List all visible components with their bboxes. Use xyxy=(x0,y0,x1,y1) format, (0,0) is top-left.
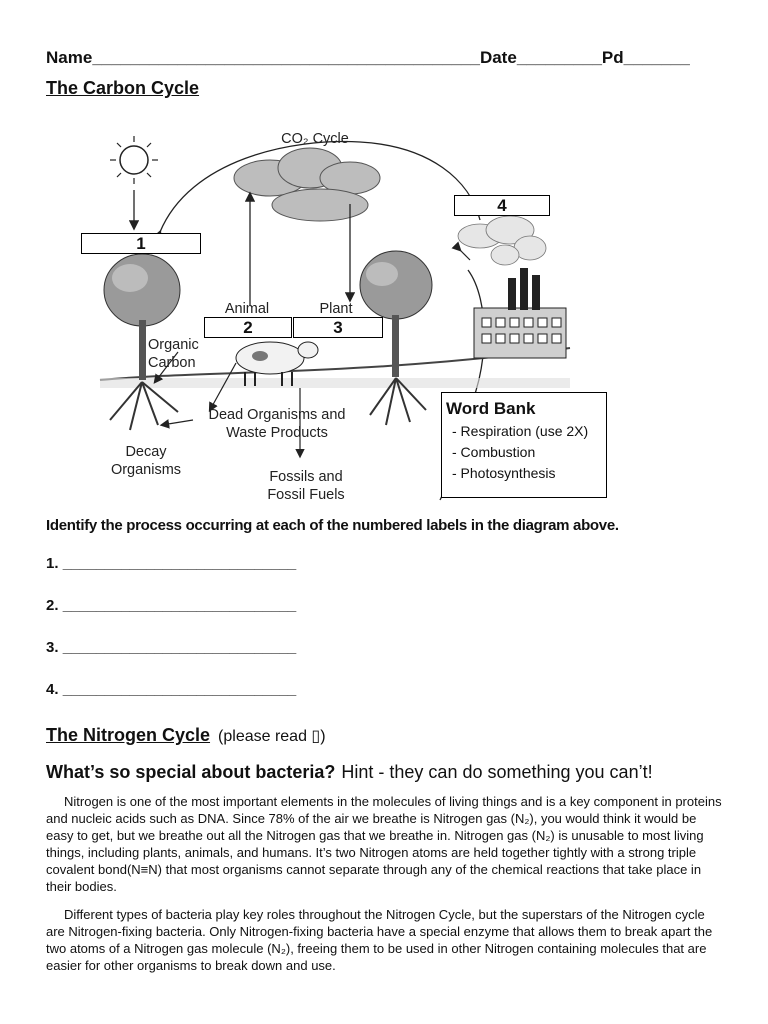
word-bank-item: - Combustion xyxy=(452,444,536,460)
header-line xyxy=(46,48,690,68)
carbon-cycle-title: The Carbon Cycle xyxy=(46,78,200,98)
nitrogen-paragraph-2: Different types of bacteria play key roles throughout the Nitrogen Cycle, but the superstars of the Nitrogen cycle are Nitrogen-fixing bacteria. Only Nitrogen-fixing bacteria have a special enzyme that allows them to break apart the two atoms of a Nitrogen gas molecule (N₂), freeing them to be used in other Nitrogen containing molecules that are easier for other organisms to break down and use. xyxy=(46,907,713,973)
answer-number: 4. xyxy=(46,681,59,698)
answer-line-3[interactable] xyxy=(46,639,296,656)
animal-label: Animal xyxy=(224,301,270,317)
right-tree-icon xyxy=(360,251,432,425)
organic-carbon-label: Organic Carbon xyxy=(148,337,199,371)
question-text: What’s so special about bacteria? xyxy=(46,762,336,782)
decay-organisms-label: Decay Organisms xyxy=(110,444,182,478)
instruction-text: Identify the process occurring at each of the numbered labels in the diagram above. xyxy=(46,517,619,534)
label-box-4[interactable]: 4 xyxy=(454,195,550,216)
answer-number: 2. xyxy=(46,597,59,614)
bacteria-question xyxy=(46,762,653,783)
pd-blank[interactable]: _______ xyxy=(623,48,690,67)
answer-line-4[interactable] xyxy=(46,681,296,698)
answer-line-2[interactable] xyxy=(46,597,296,614)
decay-arrow xyxy=(162,420,193,425)
date-blank[interactable]: _________ xyxy=(516,48,602,67)
name-label: Name xyxy=(46,48,93,67)
answer-number: 1. xyxy=(46,555,59,572)
label-box-3[interactable]: 3 xyxy=(293,317,383,338)
date-label: Date xyxy=(479,48,517,67)
sun-icon xyxy=(110,136,158,184)
factory-arrow xyxy=(460,250,470,260)
factory-icon xyxy=(474,268,566,358)
word-bank-item: - Respiration (use 2X) xyxy=(452,423,589,439)
smoke-icon xyxy=(458,216,546,265)
label-box-2[interactable]: 2 xyxy=(204,317,292,338)
answer-blank[interactable]: ____________________________ xyxy=(62,597,297,614)
pd-label: Pd xyxy=(601,48,624,67)
word-bank-item: - Photosynthesis xyxy=(452,465,556,481)
answer-blank[interactable]: ____________________________ xyxy=(62,639,297,656)
co2-cycle-label: CO₂ Cycle xyxy=(281,131,349,147)
nitrogen-cycle-title: The Nitrogen Cycle xyxy=(46,725,211,745)
word-bank-title: Word Bank xyxy=(446,399,536,418)
nitrogen-paragraph-1: Nitrogen is one of the most important elements in the molecules of living things and is a key component in proteins and nucleic acids such as DNA. Since 78% of the air we breathe is Nitrogen gas (N₂), you would think it would be easy to get, but we breathe out all the Nitrogen gas that we breathe in. Nitrogen gas (N₂) is unusable to most living things, including plants, animals, and humans. It’s two Nitrogen atoms are held together tightly with a strong triple covalent bond(N≡N) that most organisms cannot separate through any of the chemical reactions that take place in their bodies. xyxy=(46,794,722,894)
fossils-label: Fossils and Fossil Fuels xyxy=(267,469,345,503)
answer-number: 3. xyxy=(46,639,59,656)
word-bank xyxy=(441,392,607,498)
nitrogen-cycle-heading xyxy=(46,725,326,746)
plant-label: Plant xyxy=(319,301,353,317)
label-box-1[interactable]: 1 xyxy=(81,233,201,254)
answer-line-1[interactable] xyxy=(46,555,296,572)
hint-text: Hint - they can do something you can’t! xyxy=(341,762,653,782)
answer-blank[interactable]: ____________________________ xyxy=(62,681,297,698)
read-note: (please read ▯) xyxy=(218,728,326,745)
dead-organisms-label: Dead Organisms and Waste Products xyxy=(208,407,346,441)
cloud-icon xyxy=(234,148,380,221)
answer-blank[interactable]: ____________________________ xyxy=(62,555,297,572)
name-blank[interactable]: _________________________________________ xyxy=(92,48,480,67)
